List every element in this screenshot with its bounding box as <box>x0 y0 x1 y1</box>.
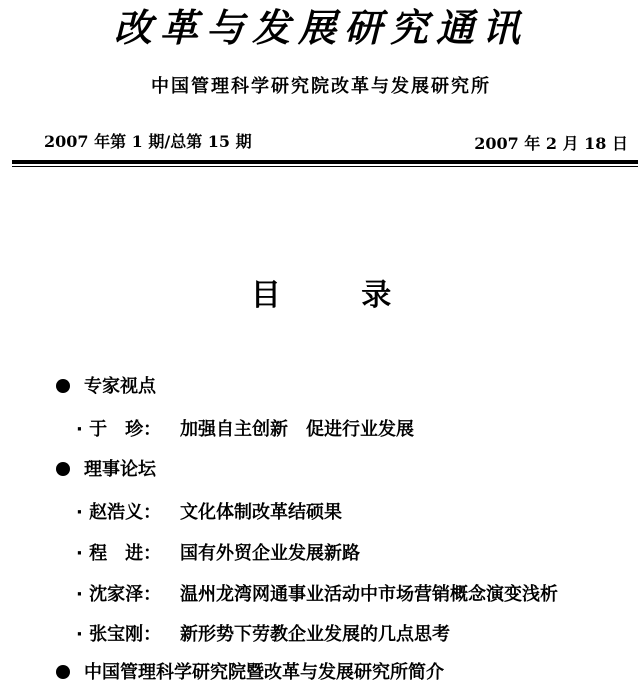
toc-title: 目 录 <box>250 278 392 313</box>
entry-author: · 于 珍： <box>76 419 162 440</box>
entry-title: 国有外贸企业发展新路 <box>180 543 360 564</box>
toc-entry <box>76 543 360 565</box>
toc-section-institute-intro <box>56 662 444 684</box>
bullet-icon <box>56 379 70 393</box>
section-label: 专家视点 <box>84 376 156 397</box>
entry-title: 温州龙湾网通事业活动中市场营销概念演变浅析 <box>180 584 558 605</box>
toc-entry <box>76 502 342 524</box>
toc-entry <box>76 419 414 441</box>
entry-author: · 赵浩义： <box>76 502 162 523</box>
section-label: 中国管理科学研究院暨改革与发展研究所简介 <box>84 662 444 683</box>
entry-author: · 沈家泽： <box>76 584 162 605</box>
bullet-icon <box>56 462 70 476</box>
toc-section-council-forum <box>56 459 156 481</box>
entry-author: · 程 进： <box>76 543 162 564</box>
header-rule-thick <box>12 160 638 164</box>
header-rule-thin <box>12 166 638 167</box>
issue-number: 2007 年第 1 期/总第 15 期 <box>44 132 252 151</box>
institute-name: 中国管理科学研究院改革与发展研究所 <box>151 76 491 97</box>
bullet-icon <box>56 665 70 679</box>
masthead-title: 改革与发展研究通讯 <box>113 5 528 50</box>
entry-title: 加强自主创新 促进行业发展 <box>180 419 414 440</box>
entry-title: 新形势下劳教企业发展的几点思考 <box>180 624 450 645</box>
toc-entry <box>76 584 558 606</box>
toc-section-expert-view <box>56 376 156 398</box>
toc-entry <box>76 624 450 646</box>
entry-title: 文化体制改革结硕果 <box>180 502 342 523</box>
entry-author: · 张宝刚： <box>76 624 162 645</box>
section-label: 理事论坛 <box>84 459 156 480</box>
issue-date: 2007 年 2 月 18 日 <box>474 134 628 153</box>
